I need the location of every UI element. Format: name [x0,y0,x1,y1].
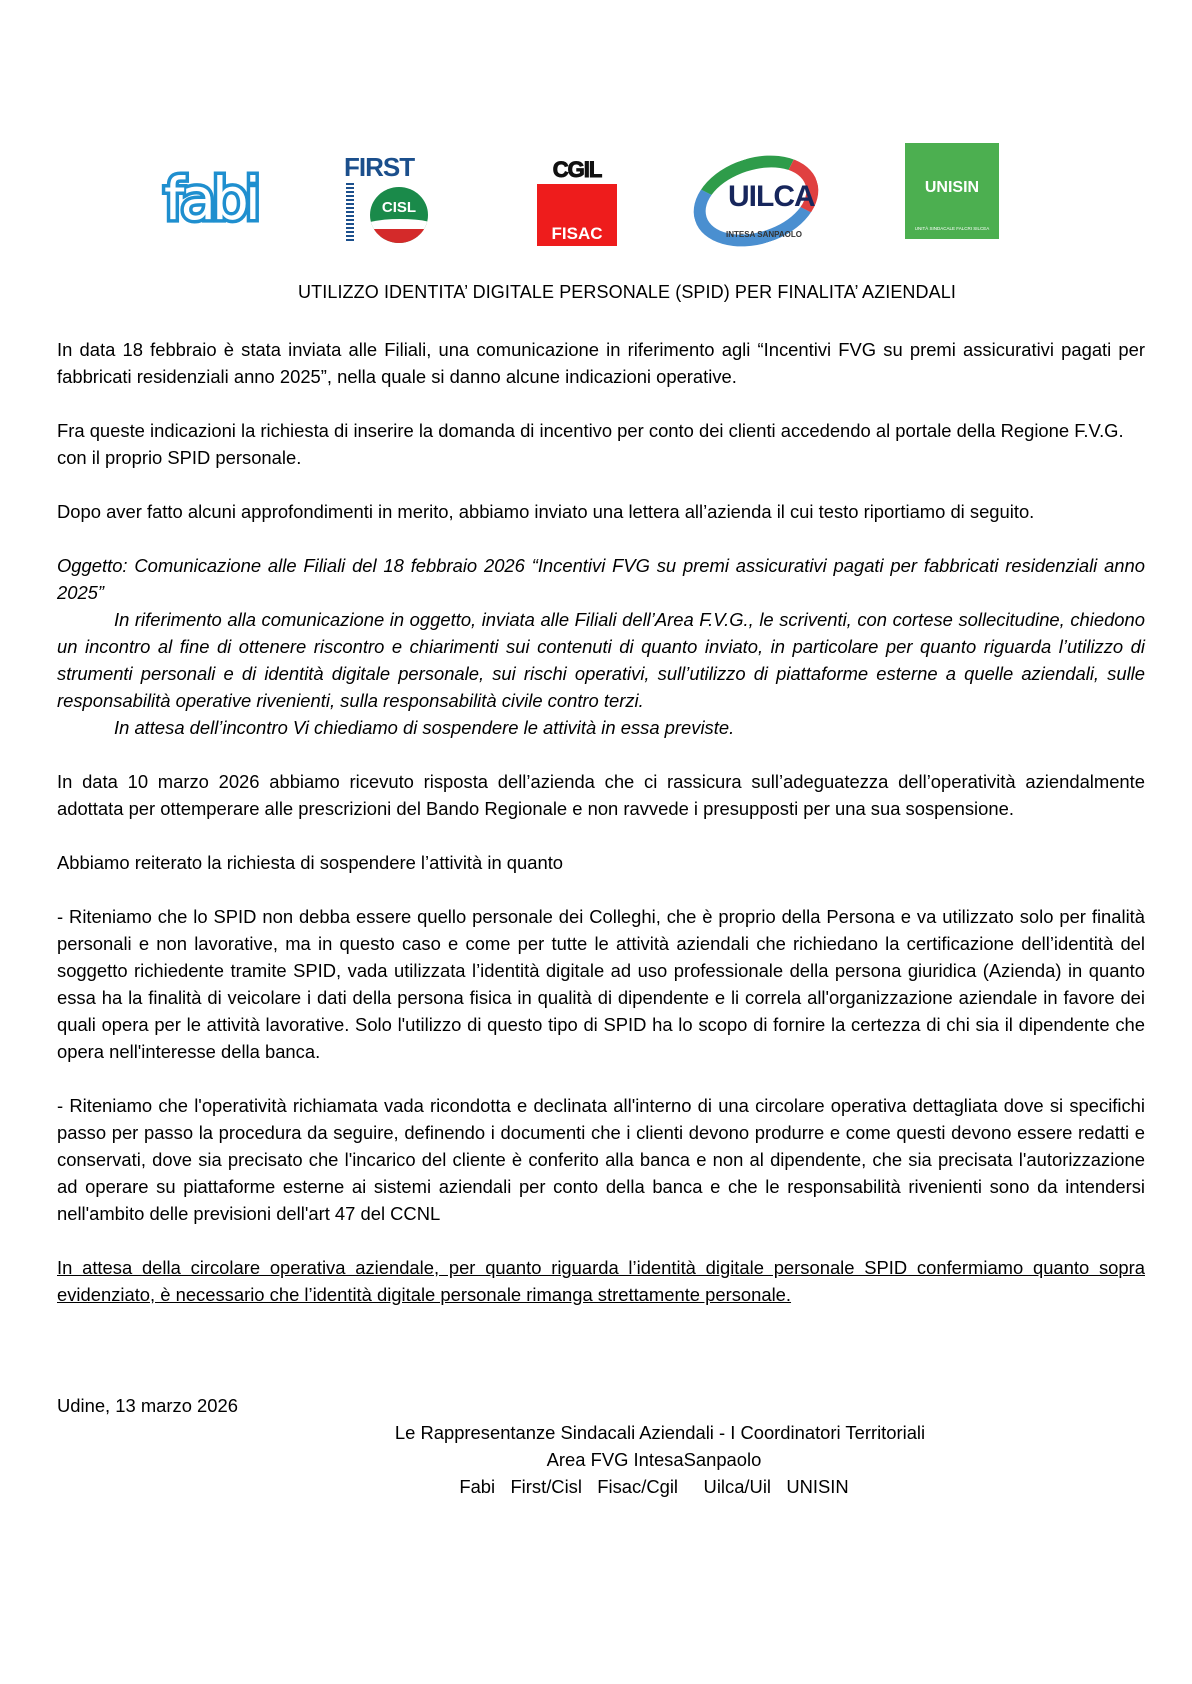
paragraph-intro: In data 18 febbraio è stata inviata alle Filiali, una comunicazione in riferimento agli “Incentivi FVG su premi assicurativi pagati per fabbricati residenziali anno 2025”, nella quale si danno alcune indicazioni operative. [57,339,1145,387]
cgil-fisac-logo: CGIL FISAC [537,160,617,246]
bullet-spid-personal: - Riteniamo che lo SPID non debba essere quello personale dei Colleghi, che è proprio della Persona e va utilizzato solo per finalità personali e non lavorative, ma in questo caso e come per tutte le attività aziendali che richiedano la certificazione dell’identità del soggetto richiedente tramite SPID, vada utilizzata l’identità digitale ad uso professionale della persona giuridica (Azienda) in quanto essa ha la finalità di veicolare i dati della persona fisica in qualità di dipendente e li correla all'organizzazione aziendale in favore dei quali opera per le attività lavorative. Solo l'utilizzo di questo tipo di SPID ha lo scopo di fornire la certezza di chi sia il dipendente che opera nell'interesse della banca. [57,906,1145,1062]
paragraph-conclusion: In attesa della circolare operativa aziendale, per quanto riguarda l’identità digitale personale SPID confermiamo quanto sopra evidenziato, è necessario che l’identità digitale personale rimanga strettamente personale. [57,1257,1145,1305]
fisac-red-box: FISAC [537,184,617,246]
place-date: Udine, 13 marzo 2026 [57,1395,238,1416]
barcode-stripes-icon [346,183,354,243]
paragraph-reiterated: Abbiamo reiterato la richiesta di sospendere l’attività in quanto [57,852,564,873]
document-title: UTILIZZO IDENTITA’ DIGITALE PERSONALE (SPID) PER FINALITA’ AZIENDALI [298,282,956,302]
signature-line-1: Le Rappresentanze Sindacali Aziendali - I Coordinatori Territoriali [394,1422,926,1443]
unisin-logo: UNISIN UNITÀ SINDACALE FALCRI SILCEA [905,143,999,239]
letter-subject: Oggetto: Comunicazione alle Filiali del 18 febbraio 2026 “Incentivi FVG su premi assicurativi pagati per fabbricati residenziali anno 2025” [57,555,1145,603]
cisl-circle-icon: CISL [370,187,428,243]
first-cisl-logo: FIRST CISL [344,155,440,243]
paragraph-company-reply: In data 10 marzo 2026 abbiamo ricevuto risposta dell’azienda che ci rassicura sull’adeguatezza dell’operatività aziendalmente adottata per ottemperare alle prescrizioni del Bando Regionale e non ravvede i presupposti per una sua sospensione. [57,771,1145,819]
bullet-circolare-operativa: - Riteniamo che l'operatività richiamata vada ricondotta e declinata all'interno di una circolare operativa dettagliata dove si specifichi passo per passo la procedura da seguire, definendo i documenti che i clienti devono produrre e come questi devono essere redatti e conservati, dove sia precisato che l'incarico del cliente è conferito alla banca e non al dipendente, che sia precisata l'autorizzazione ad operare su piattaforme esterne ai sistemi aziendali per conto della banca e che le responsabilità rivenienti sono da intendersi nell'ambito delle previsioni dell'art 47 del CCNL [57,1095,1145,1224]
signature-line-2: Area FVG IntesaSanpaolo [546,1449,762,1470]
signature-unions: Fabi First/Cisl Fisac/Cgil Uilca/Uil UNISIN [459,1476,849,1497]
union-logos-header [0,140,1192,246]
uilca-logo: UILCA INTESA SANPAOLO [686,146,826,246]
paragraph-letter-sent: Dopo aver fatto alcuni approfondimenti in merito, abbiamo inviato una lettera all’azienda il cui testo riportiamo di seguito. [57,501,1035,522]
fabi-logo: fabi [164,165,257,233]
paragraph-request: Fra queste indicazioni la richiesta di inserire la domanda di incentivo per conto dei clienti accedendo al portale della Regione F.V.G. con il proprio SPID personale. [57,420,1124,468]
letter-body: In riferimento alla comunicazione in oggetto, inviata alle Filiali dell’Area F.V.G., le scriventi, con cortese sollecitudine, chiedono un incontro al fine di ottenere riscontro e chiarimenti sui contenuti di quanto inviato, in particolare per quanto riguarda l’utilizzo di strumenti personali e di identità digitale personale, sui rischi operativi, sull’utilizzo di piattaforme esterne a quelle aziendali, sulle responsabilità operative rivenienti, sulla responsabilità civile contro terzi. [57,609,1145,711]
document-body [57,336,1145,1308]
letter-closing: In attesa dell’incontro Vi chiediamo di sospendere le attività in essa previste. [114,717,735,738]
